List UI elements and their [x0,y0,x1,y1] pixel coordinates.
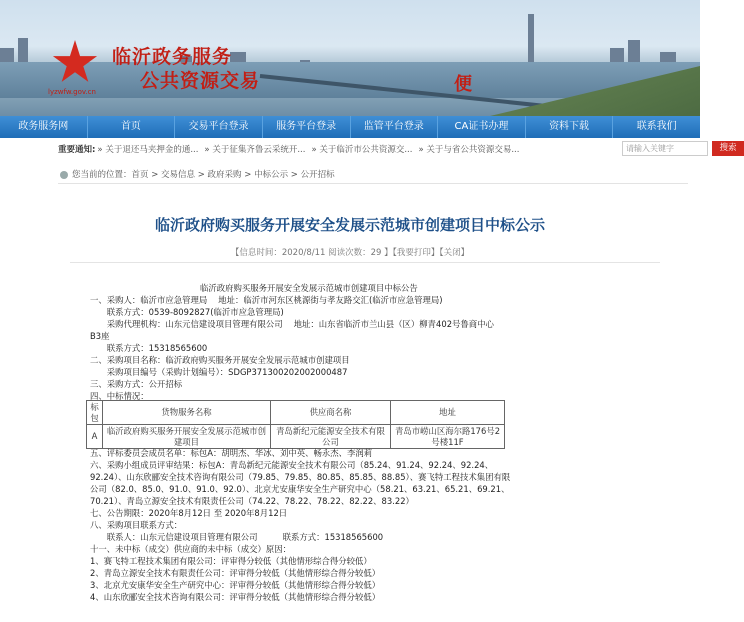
nav-item-supervision-login[interactable]: 监管平台登录 [351,116,439,138]
article-line: B3座 [90,331,110,341]
breadcrumb [58,168,688,184]
logo-title-line1: 临沂政务服务 [112,46,233,68]
main-nav [0,116,700,138]
article-line: 4、山东欣郦安全技术咨询有限公司：评审得分较低（其他情形综合得分较低） [90,592,381,602]
article-line: 3、北京尤安康华安全生产研究中心：评审得分较低（其他情形综合得分较低） [90,580,381,590]
notice-label: 重要通知: [58,145,96,155]
breadcrumb-text: 您当前的位置：首页 > 交易信息 > 政府采购 > 中标公示 > 公开招标 [72,170,335,180]
search-button[interactable]: 搜索 [712,141,744,156]
notice-item[interactable]: » 关于征集齐鲁云采统开... [204,145,306,155]
header-banner [0,0,700,116]
article-line: 70.21）、青岛立源安全技术有限责任公司（74.22、78.22、78.22、82.22、83.22） [90,496,414,506]
logo-domain: lyzwfw.gov.cn [48,88,96,96]
article-line: 八、采购项目联系方式： [90,520,183,530]
nav-item-trade-login[interactable]: 交易平台登录 [175,116,263,138]
divider [70,262,660,263]
article-line: 二、采购项目名称：临沂政府购买服务开展安全发展示范城市创建项目 [90,355,350,365]
article-line: 三、采购方式：公开招标 [90,379,183,389]
nav-item-service-login[interactable]: 服务平台登录 [263,116,351,138]
table-header: 供应商名称 [271,401,391,425]
article-line: 92.24）、山东欣郦安全技术咨询有限公司（79.85、79.85、80.85、85.85、88.85）、赛飞特工程技术集团有限 [90,472,511,482]
nav-item-home[interactable]: 首页 [88,116,176,138]
slogan-text: 便 [454,74,472,95]
article-line: 1、赛飞特工程技术集团有限公司：评审得分较低（其他情形综合得分较低） [90,556,372,566]
article-line: 五、评标委员会成员名单：标包A：胡明杰、华冰、刘中英、畅永杰、李润莉 [90,448,373,458]
notice-item[interactable]: » 关于临沂市公共资源交... [311,145,413,155]
article-line: 2、青岛立源安全技术有限责任公司：评审得分较低（其他情形综合得分较低） [90,568,381,578]
table-cell: 青岛新纪元能源安全技术有限公司 [271,425,391,449]
notice-item[interactable]: » 关于退还马夹押金的通... [97,145,199,155]
table-cell: 临沂政府购买服务开展安全发展示范城市创建项目 [103,425,271,449]
article-heading: 临沂政府购买服务开展安全发展示范城市创建项目中标公告 [200,283,418,293]
notice-bar [58,140,737,158]
page-title: 临沂政府购买服务开展安全发展示范城市创建项目中标公示 [154,216,545,234]
article-line: 联系方式：0539-8092827(临沂市应急管理局) [90,307,284,317]
article-line: 七、公告期限：2020年8月12日 至 2020年8月12日 [90,508,288,518]
table-cell: A [87,425,103,449]
nav-item-ca-cert[interactable]: CA证书办理 [438,116,526,138]
table-cell: 青岛市崂山区海尔路176号2号楼11F [391,425,505,449]
article-line: 采购项目编号（采购计划编号）：SDGP371300202002000487 [90,367,348,377]
article-line: 四、中标情况： [90,391,149,401]
nav-item-contact[interactable]: 联系我们 [636,121,677,132]
article-line: 六、采购小组成员评审结果：标包A：青岛新纪元能源安全技术有限公司（85.24、91.24、92.24、92.24、 [90,460,494,470]
article-meta: 【信息时间：2020/8/11 阅读次数：29 】【我要打印】【关闭】 [230,248,470,258]
table-row [87,425,505,449]
article-line: 公司（82.0、85.0、91.0、91.0、92.0）、北京尤安康华安全生产研究中心（58.21、63.21、65.21、69.21、 [90,484,510,494]
search-input[interactable]: 请输入关键字 [622,141,708,156]
table-header-row [87,401,505,425]
article-line: 一、采购人：临沂市应急管理局 地址：临沂市河东区桃源街与孝友路交汇(临沂市应急管理局) [90,295,443,305]
article-line: 十一、未中标（成交）供应商的未中标（成交）原因： [90,544,291,554]
award-table [86,400,505,449]
article-line: 联系方式：15318565600 [90,343,208,353]
article-line: 联系人：山东元信建设项目管理有限公司 联系方式：15318565600 [90,532,384,542]
table-header: 标包 [87,401,103,425]
logo-title-line2: 公共资源交易 [140,70,261,92]
nav-item-gov-service[interactable]: 政务服务网 [0,116,88,138]
location-icon [60,171,68,179]
table-header: 货物服务名称 [103,401,271,425]
notice-item[interactable]: » 关于与省公共资源交易... [418,145,520,155]
nav-item-downloads[interactable]: 资料下载 [526,116,614,138]
table-header: 地址 [391,401,505,425]
article-line: 采购代理机构：山东元信建设项目管理有限公司 地址：山东省临沂市兰山县（区）柳青402号鲁商中心 [90,319,494,329]
